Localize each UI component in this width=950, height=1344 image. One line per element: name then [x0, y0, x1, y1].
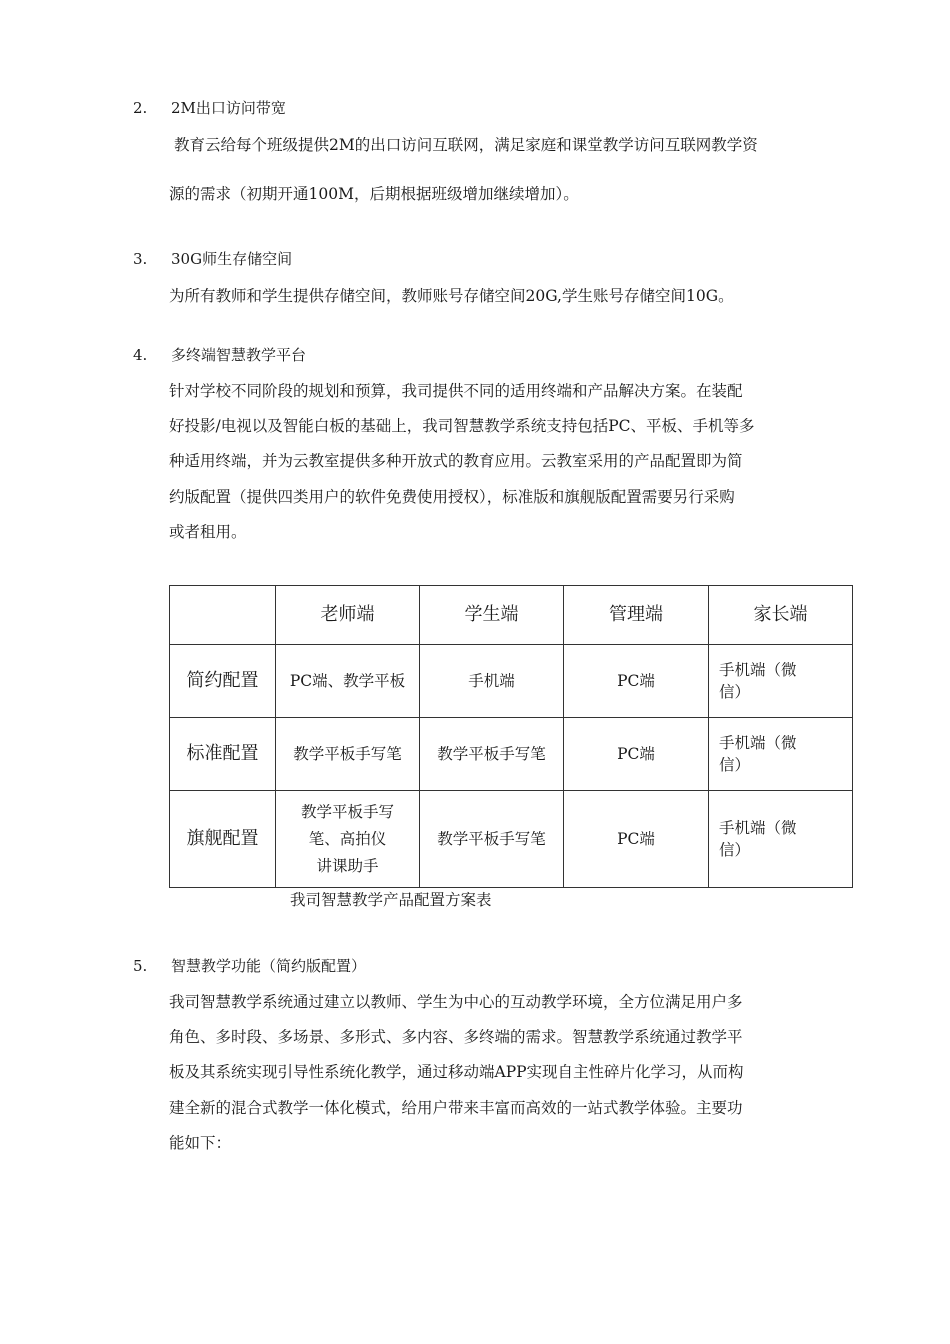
cell-line: 教学平板手写笔 — [293, 745, 402, 763]
admin-cell: PC端 — [564, 718, 709, 791]
column-header-teacher: 老师端 — [276, 586, 420, 645]
student-cell: 教学平板手写笔 — [420, 718, 564, 791]
paragraph-line: 源的需求（初期开通100M，后期根据班级增加继续增加）。 — [169, 185, 579, 203]
column-header-parent: 家长端 — [709, 586, 853, 645]
section-title: 多终端智慧教学平台 — [171, 346, 307, 364]
section-3-heading — [133, 248, 292, 269]
section-number: 5. — [133, 957, 148, 975]
cell-line: 信） — [719, 756, 751, 774]
cell-line: 手机端（微 — [719, 819, 797, 837]
paragraph-line: 约版配置（提供四类用户的软件免费使用授权），标准版和旗舰版配置需要另行采购 — [169, 488, 735, 506]
row-label: 简约配置 — [170, 645, 276, 718]
cell-line: 手机端（微 — [719, 734, 797, 752]
cell-line: 笔、高拍仪 — [308, 829, 387, 848]
section-2-heading — [133, 97, 286, 118]
table-row — [170, 791, 853, 888]
parent-cell — [709, 791, 853, 888]
paragraph-line: 板及其系统实现引导性系统化教学，通过移动端APP实现自主性碎片化学习，从而构 — [169, 1063, 744, 1081]
table-caption: 我司智慧教学产品配置方案表 — [290, 891, 492, 909]
table-corner-cell — [170, 586, 276, 645]
table-row — [170, 718, 853, 791]
cell-line: 信） — [719, 841, 751, 859]
table-row — [170, 645, 853, 718]
parent-cell — [709, 645, 853, 718]
row-label: 旗舰配置 — [170, 791, 276, 888]
parent-cell — [709, 718, 853, 791]
paragraph-line: 种适用终端，并为云教室提供多种开放式的教育应用。云教室采用的产品配置即为简 — [169, 452, 743, 470]
section-4-heading — [133, 344, 306, 365]
student-cell: 教学平板手写笔 — [420, 791, 564, 888]
paragraph-line: 我司智慧教学系统通过建立以教师、学生为中心的互动教学环境，全方位满足用户多 — [169, 993, 743, 1011]
teacher-cell — [276, 791, 420, 888]
admin-cell: PC端 — [564, 791, 709, 888]
section-title: 2M出口访问带宽 — [171, 99, 286, 117]
section-number: 4. — [133, 346, 148, 364]
paragraph-line: 教育云给每个班级提供2M的出口访问互联网，满足家庭和课堂教学访问互联网教学资 — [174, 136, 758, 154]
cell-line: 教学平板手写 — [300, 802, 394, 821]
column-header-admin: 管理端 — [564, 586, 709, 645]
config-table — [169, 585, 853, 888]
table-header-row — [170, 586, 853, 645]
paragraph-line: 角色、多时段、多场景、多形式、多内容、多终端的需求。智慧教学系统通过教学平 — [169, 1028, 743, 1046]
cell-line: 手机端（微 — [719, 661, 797, 679]
section-title: 智慧教学功能（简约版配置） — [171, 957, 367, 975]
section-5-heading — [133, 955, 366, 976]
cell-line: 信） — [719, 683, 751, 701]
teacher-cell — [276, 645, 420, 718]
paragraph-line: 好投影/电视以及智能白板的基础上，我司智慧教学系统支持包括PC、平板、手机等多 — [169, 417, 755, 435]
admin-cell: PC端 — [564, 645, 709, 718]
row-label: 标准配置 — [170, 718, 276, 791]
paragraph-line: 为所有教师和学生提供存储空间，教师账号存储空间20G,学生账号存储空间10G。 — [169, 287, 734, 305]
paragraph-line: 建全新的混合式教学一体化模式，给用户带来丰富而高效的一站式教学体验。主要功 — [169, 1099, 743, 1117]
section-number: 3. — [133, 250, 148, 268]
paragraph-line: 能如下： — [169, 1134, 232, 1152]
cell-line: 讲课助手 — [316, 856, 379, 875]
paragraph-line: 或者租用。 — [169, 523, 247, 541]
cell-line: PC端、教学平板 — [289, 672, 406, 690]
column-header-student: 学生端 — [420, 586, 564, 645]
section-title: 30G师生存储空间 — [171, 250, 293, 268]
teacher-cell — [276, 718, 420, 791]
paragraph-line: 针对学校不同阶段的规划和预算，我司提供不同的适用终端和产品解决方案。在装配 — [169, 382, 743, 400]
section-number: 2. — [133, 99, 148, 117]
student-cell: 手机端 — [420, 645, 564, 718]
